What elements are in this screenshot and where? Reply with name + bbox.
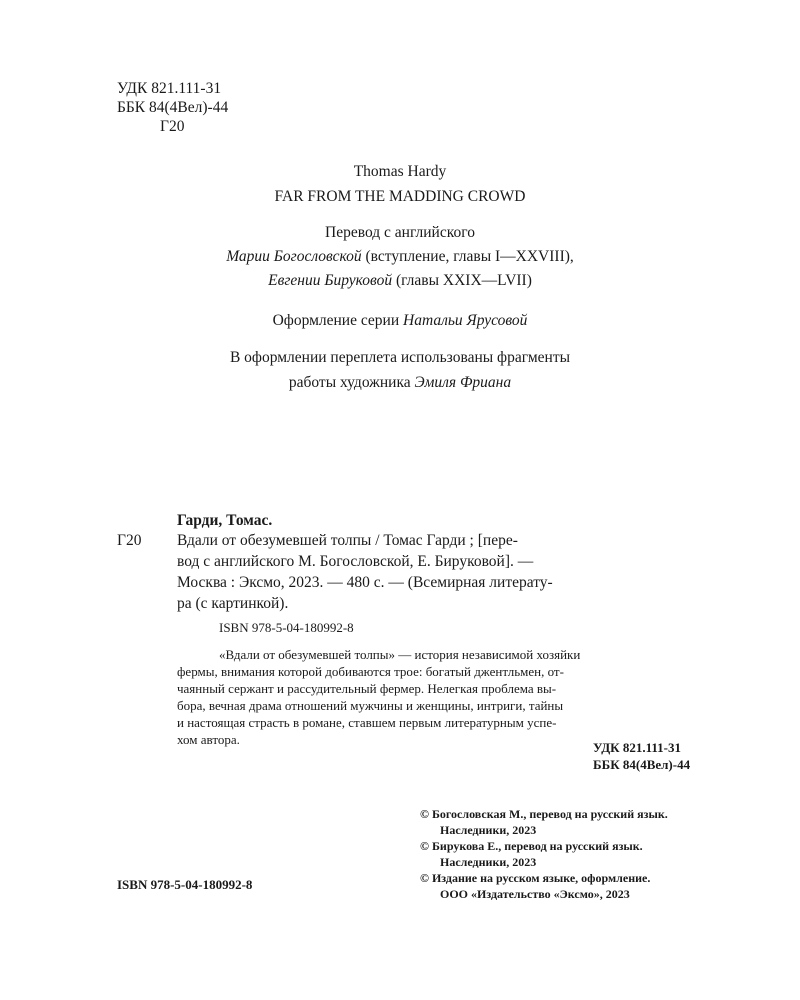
translator-2-name: Евгении Бируковой <box>268 272 393 289</box>
bib-line: Москва : Эксмо, 2023. — 480 с. — (Всемирная литерату- <box>177 574 553 591</box>
series-designer: Натальи Ярусовой <box>403 312 528 329</box>
bottom-udk-code: УДК 821.111-31 <box>593 740 681 755</box>
translator-1-note: (вступление, главы I—XXVIII), <box>361 248 574 265</box>
cover-note-line2 <box>0 374 800 392</box>
annotation-line: фермы, внимания которой добиваются трое: богатый джентльмен, от- <box>177 664 564 679</box>
bib-line: Вдали от обезумевшей толпы / Томас Гарди ; [пере- <box>177 532 518 549</box>
translation-heading: Перевод с английского <box>325 224 475 241</box>
cover-note-line1: В оформлении переплета использованы фрагменты <box>229 349 571 366</box>
udk-code: УДК 821.111-31 <box>117 80 222 97</box>
cover-note-prefix: работы художника <box>288 374 415 391</box>
translator-1-name: Марии Богословской <box>226 248 362 265</box>
annotation-line: «Вдали от обезумевшей толпы» — история независимой хозяйки <box>219 647 581 662</box>
annotation-line: и настоящая страсть в романе, ставшем первым литературным успе- <box>177 715 557 730</box>
bib-isbn: ISBN 978-5-04-180992-8 <box>219 620 354 635</box>
translator-1 <box>0 248 800 266</box>
series-design-prefix: Оформление серии <box>272 312 404 329</box>
bib-heading: Гарди, Томас. <box>177 512 273 529</box>
copyright-line: Наследники, 2023 <box>440 855 537 869</box>
annotation-line: хом автора. <box>177 732 240 747</box>
copyright-line: ООО «Издательство «Эксмо», 2023 <box>440 887 630 901</box>
bib-line: ра (с картинкой). <box>177 595 289 612</box>
bib-mark: Г20 <box>117 532 142 549</box>
copyright-line: © Издание на русском языке, оформление. <box>420 871 651 885</box>
annotation-line: чаянный сержант и рассудительный фермер. Нелегкая проблема вы- <box>177 681 557 696</box>
copyright-line: Наследники, 2023 <box>440 823 537 837</box>
series-design <box>0 312 800 330</box>
copyright-line: © Бирукова Е., перевод на русский язык. <box>420 839 643 853</box>
copyright-line: © Богословская М., перевод на русский язык. <box>420 807 668 821</box>
author-mark: Г20 <box>160 118 185 135</box>
footer-isbn: ISBN 978-5-04-180992-8 <box>117 877 253 892</box>
bib-line: вод с английского М. Богословской, Е. Бируковой]. — <box>177 553 534 570</box>
translator-2-note: (главы XXIX—LVII) <box>392 272 532 289</box>
bbk-code: ББК 84(4Вел)-44 <box>117 99 229 116</box>
cover-artist: Эмиля Фриана <box>414 374 512 391</box>
bottom-bbk-code: ББК 84(4Вел)-44 <box>593 757 691 772</box>
translator-2 <box>0 272 800 290</box>
original-title: FAR FROM THE MADDING CROWD <box>274 188 526 205</box>
annotation-line: бора, вечная драма отношений мужчины и женщины, интриги, тайны <box>177 698 564 713</box>
original-author: Thomas Hardy <box>353 163 447 180</box>
